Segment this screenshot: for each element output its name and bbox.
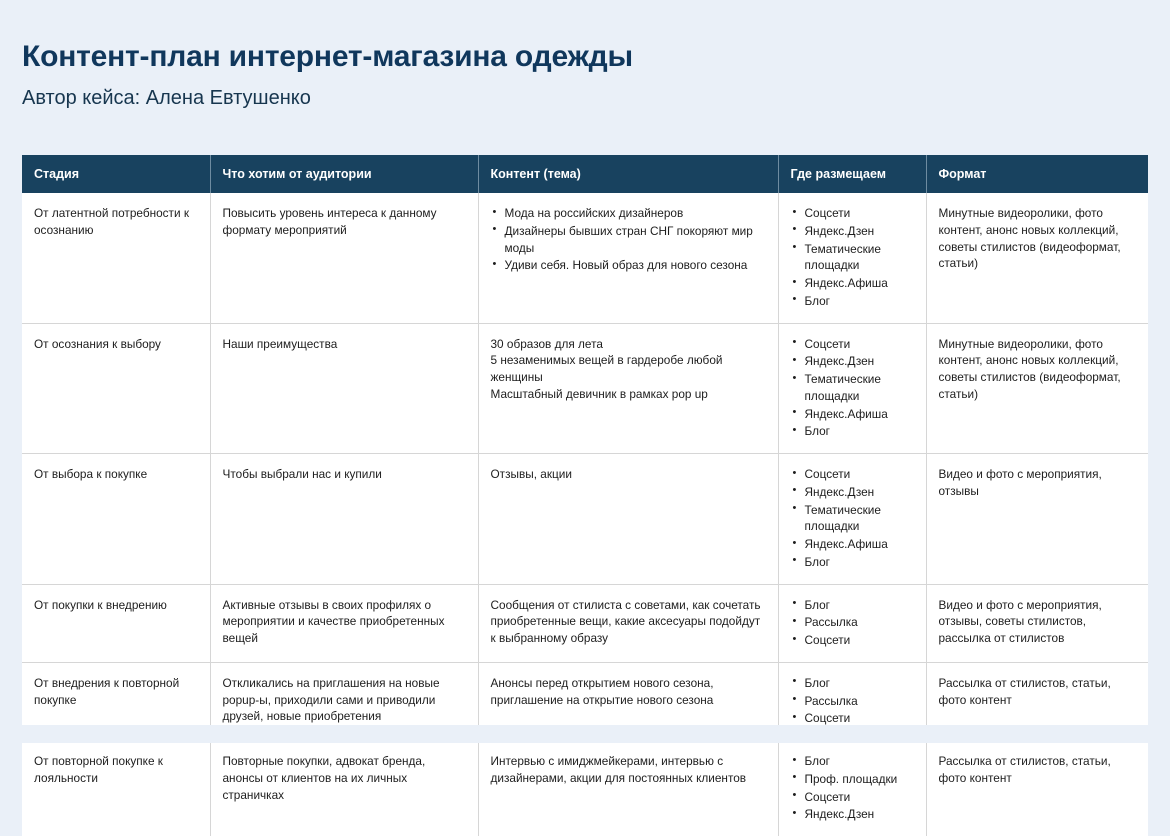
placement-item: • Яндекс.Дзен <box>791 223 914 240</box>
content-topic-item: Сообщения от стилиста с советами, как сочетать приобретенные вещи, какие аксесуары подойдут к выбранному образу <box>491 597 766 647</box>
cell-format: Видео и фото с мероприятия, отзывы <box>926 454 1148 585</box>
cell-placement <box>778 323 926 454</box>
placement-item: • Яндекс.Дзен <box>791 484 914 501</box>
placement-item: • Соцсети <box>791 710 914 727</box>
cell-audience-goal: Активные отзывы в своих профилях о мероприятии и качестве приобретенных вещей <box>210 584 478 662</box>
content-topic-item: Масштабный девичник в рамках pop up <box>491 386 766 403</box>
placement-list <box>791 205 914 310</box>
cell-content-topics <box>478 584 778 662</box>
page-title: Контент-план интернет-магазина одежды <box>22 40 1170 73</box>
column-header-format: Формат <box>926 155 1148 193</box>
content-topic-item: Анонсы перед открытием нового сезона, приглашение на открытие нового сезона <box>491 675 766 709</box>
placement-item: • Тематические площадки <box>791 241 914 275</box>
page-subtitle: Автор кейса: Алена Евтушенко <box>22 86 1170 110</box>
cell-audience-goal: Повторные покупки, адвокат бренда, анонсы от клиентов на их личных страничках <box>210 741 478 836</box>
placement-item: • Блог <box>791 675 914 692</box>
placement-item: • Яндекс.Афиша <box>791 275 914 292</box>
cell-format: Рассылка от стилистов, статьи, фото контент <box>926 662 1148 740</box>
cell-placement <box>778 584 926 662</box>
placement-list <box>791 466 914 571</box>
table-row <box>22 454 1148 585</box>
content-topic-lines <box>491 336 766 403</box>
content-topic-item: • Удиви себя. Новый образ для нового сезона <box>491 257 766 274</box>
cell-format: Видео и фото с мероприятия, отзывы, советы стилистов, рассылка от стилистов <box>926 584 1148 662</box>
placement-item: • Блог <box>791 597 914 614</box>
placement-item: • Соцсети <box>791 205 914 222</box>
column-header-placement: Где размещаем <box>778 155 926 193</box>
table-header-row <box>22 155 1148 193</box>
column-header-stage: Стадия <box>22 155 210 193</box>
cell-stage: От повторной покупке к лояльности <box>22 741 210 836</box>
placement-item: • Яндекс.Афиша <box>791 536 914 553</box>
content-topic-list <box>491 205 766 274</box>
placement-item: • Блог <box>791 753 914 770</box>
placement-item: • Соцсети <box>791 789 914 806</box>
table-row <box>22 193 1148 323</box>
placement-list <box>791 675 914 727</box>
table-row <box>22 741 1148 836</box>
placement-item: • Яндекс.Афиша <box>791 406 914 423</box>
placement-list <box>791 336 914 441</box>
content-topic-item: Отзывы, акции <box>491 466 766 483</box>
cell-content-topics <box>478 193 778 323</box>
cell-stage: От латентной потребности к осознанию <box>22 193 210 323</box>
table-row <box>22 323 1148 454</box>
cell-format: Минутные видеоролики, фото контент, анонс новых коллекций, советы стилистов (видеоформат, статьи) <box>926 193 1148 323</box>
cell-placement <box>778 193 926 323</box>
placement-item: • Блог <box>791 423 914 440</box>
placement-item: • Блог <box>791 293 914 310</box>
column-header-want: Что хотим от аудитории <box>210 155 478 193</box>
placement-item: • Яндекс.Дзен <box>791 353 914 370</box>
placement-item: • Соцсети <box>791 336 914 353</box>
cell-format: Минутные видеоролики, фото контент, анонс новых коллекций, советы стилистов (видеоформат, статьи) <box>926 323 1148 454</box>
title-block <box>0 0 1170 110</box>
cell-content-topics <box>478 741 778 836</box>
column-header-content: Контент (тема) <box>478 155 778 193</box>
cell-stage: От покупки к внедрению <box>22 584 210 662</box>
placement-item: • Тематические площадки <box>791 502 914 536</box>
cell-audience-goal: Наши преимущества <box>210 323 478 454</box>
placement-item: • Рассылка <box>791 693 914 710</box>
placement-item: • Тематические площадки <box>791 371 914 405</box>
cell-audience-goal: Повысить уровень интереса к данному формату мероприятий <box>210 193 478 323</box>
content-topic-item: • Дизайнеры бывших стран СНГ покоряют мир моды <box>491 223 766 257</box>
placement-list <box>791 753 914 823</box>
placement-item: • Рассылка <box>791 614 914 631</box>
cell-audience-goal: Чтобы выбрали нас и купили <box>210 454 478 585</box>
table-row <box>22 584 1148 662</box>
cell-format: Рассылка от стилистов, статьи, фото контент <box>926 741 1148 836</box>
cell-stage: От выбора к покупке <box>22 454 210 585</box>
placement-item: • Соцсети <box>791 632 914 649</box>
cell-placement <box>778 454 926 585</box>
content-topic-lines <box>491 597 766 647</box>
content-topic-item: 30 образов для лета <box>491 336 766 353</box>
bottom-spacer <box>0 725 1170 743</box>
placement-item: • Яндекс.Дзен <box>791 806 914 823</box>
placement-item: • Проф. площадки <box>791 771 914 788</box>
table-header <box>22 155 1148 193</box>
cell-stage: От осознания к выбору <box>22 323 210 454</box>
cell-placement <box>778 741 926 836</box>
content-topic-item: Интервью с имиджмейкерами, интервью с дизайнерами, акции для постоянных клиентов <box>491 753 766 787</box>
content-topic-item: • Мода на российских дизайнеров <box>491 205 766 222</box>
placement-item: • Соцсети <box>791 466 914 483</box>
placement-item: • Блог <box>791 554 914 571</box>
cell-content-topics <box>478 454 778 585</box>
cell-content-topics <box>478 323 778 454</box>
content-topic-lines <box>491 675 766 709</box>
content-topic-lines <box>491 466 766 483</box>
content-topic-lines <box>491 753 766 787</box>
cell-stage: От внедрения к повторной покупке <box>22 662 210 740</box>
cell-audience-goal: Откликались на приглашения на новые popup-ы, приходили сами и приводили друзей, новые приобретения <box>210 662 478 740</box>
content-topic-item: 5 незаменимых вещей в гардеробе любой женщины <box>491 352 766 386</box>
placement-list <box>791 597 914 649</box>
